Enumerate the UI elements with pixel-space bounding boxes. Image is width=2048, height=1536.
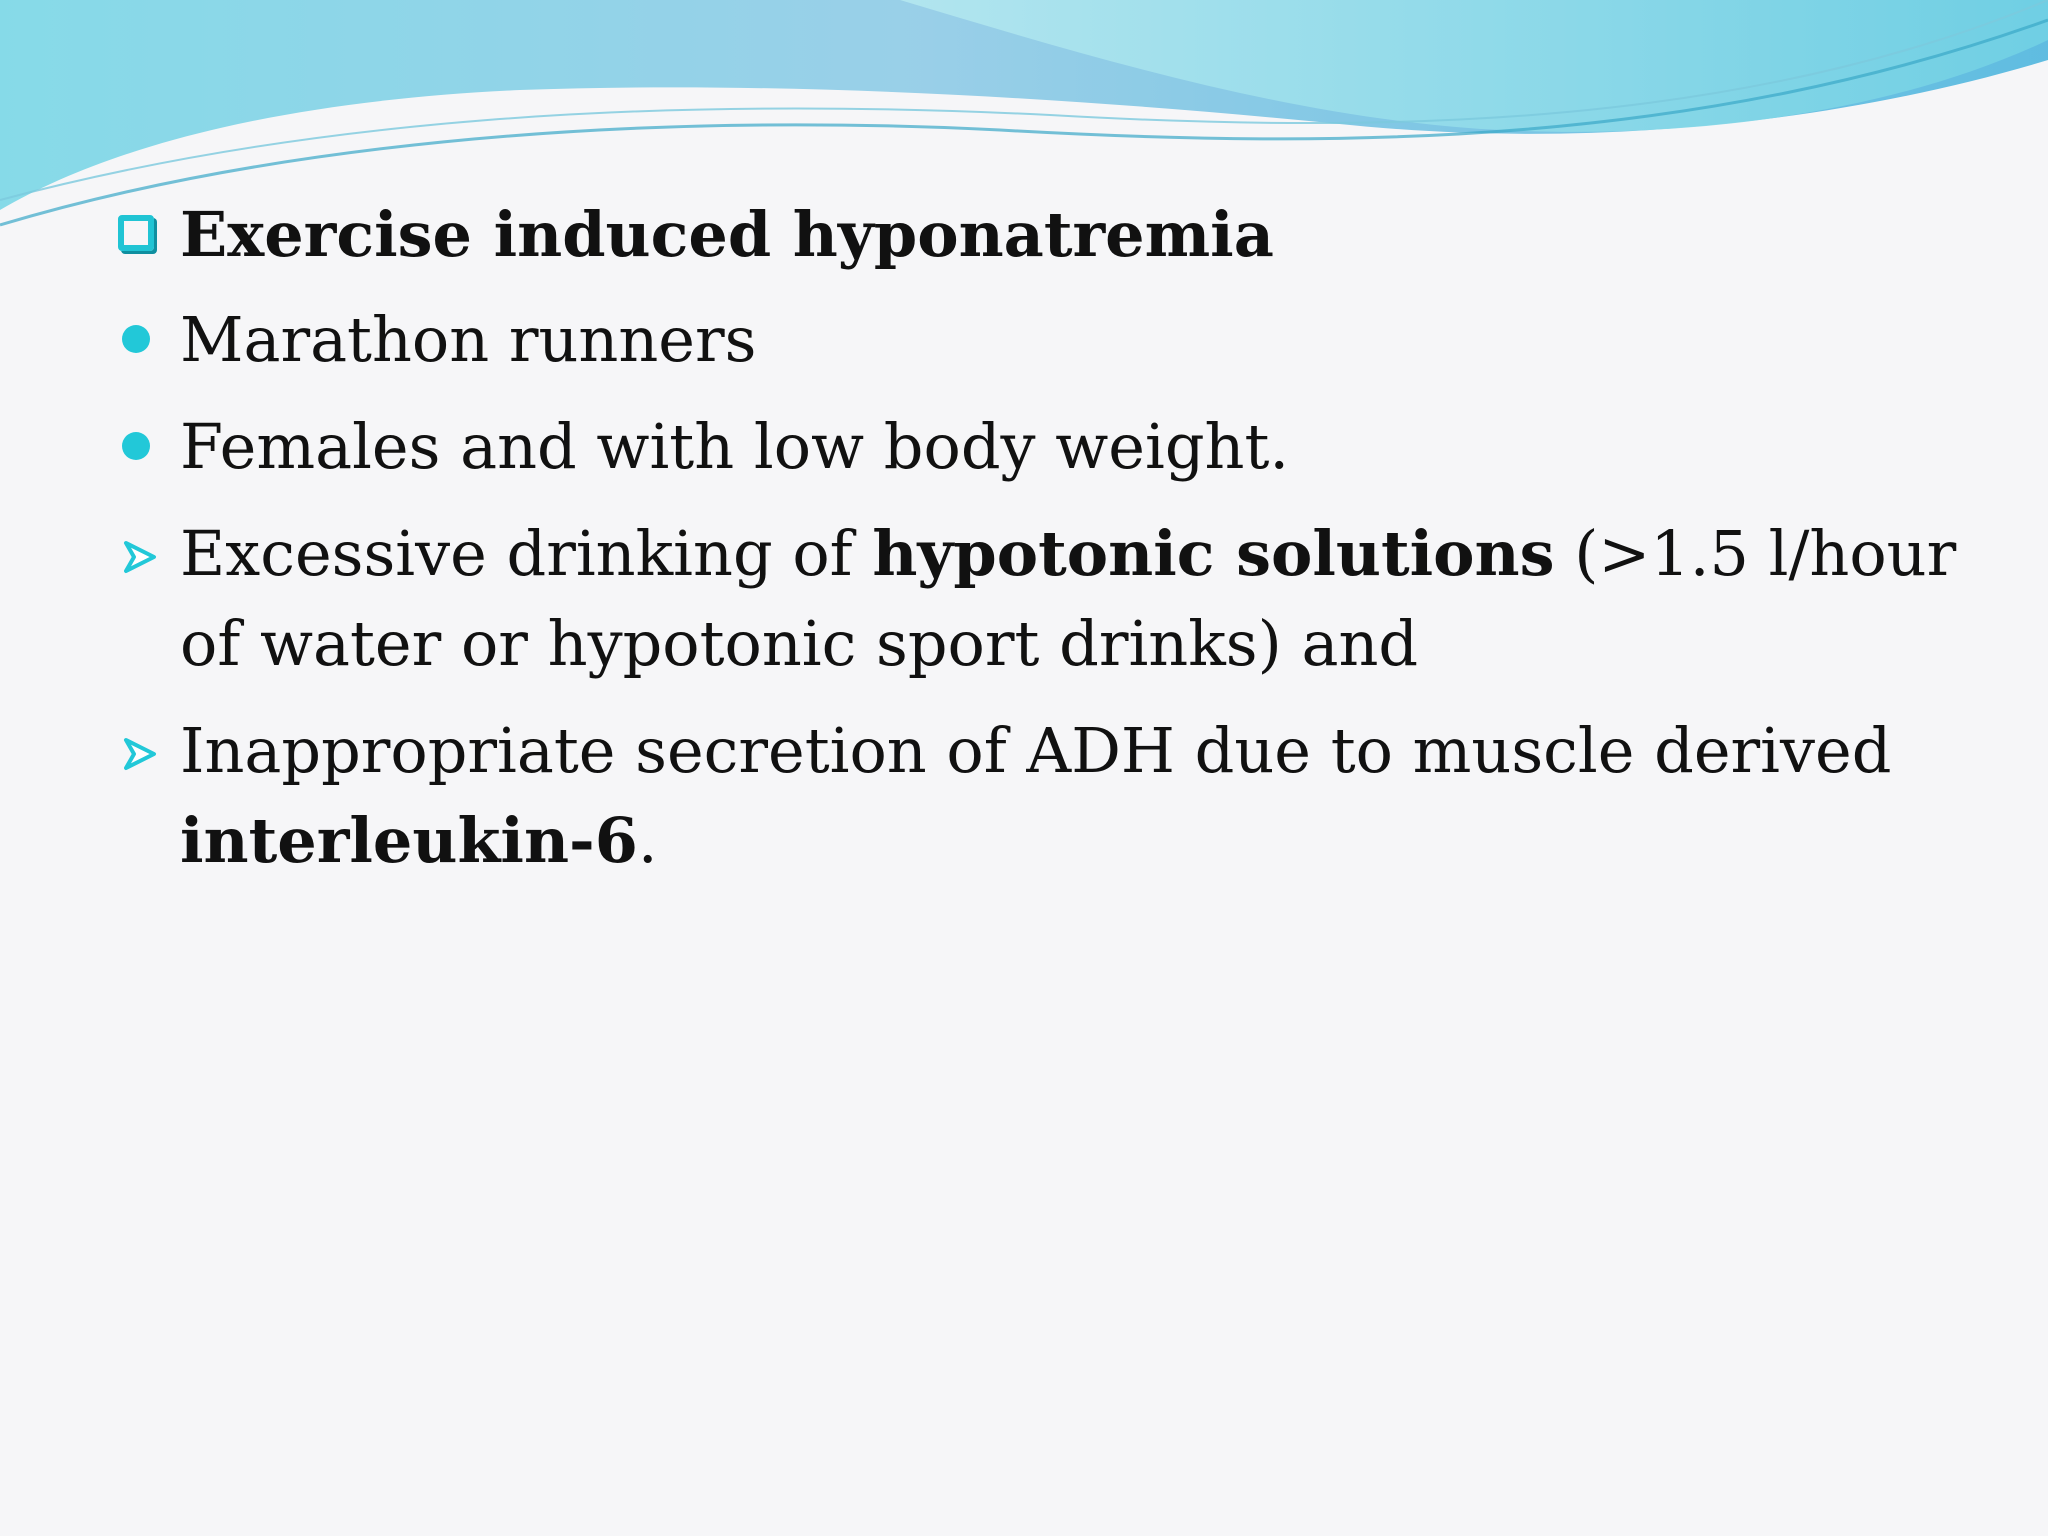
arrow-item-text-post: (>1.5 l/hour of water or hypotonic sport drinks) and xyxy=(180,517,1957,680)
filled-circle-icon xyxy=(122,325,150,353)
arrow-item-text-pre: Excessive drinking of xyxy=(180,517,873,590)
arrow-item-text-bold: hypotonic solutions xyxy=(872,517,1555,590)
arrow-item-text-post: . xyxy=(637,804,658,877)
bullet-text: Marathon runners xyxy=(180,303,757,376)
arrow-item-text-bold: interleukin-6 xyxy=(180,804,638,877)
right-arrowhead-icon xyxy=(120,537,160,577)
bullet-item xyxy=(118,402,1998,492)
arrow-item xyxy=(118,509,1998,689)
bullet-item xyxy=(118,295,1998,385)
checkbox-square-icon xyxy=(118,215,154,251)
bullet-text: Females and with low body weight. xyxy=(180,410,1290,483)
filled-circle-icon xyxy=(122,432,150,460)
heading-item xyxy=(118,190,1998,280)
arrow-item-text-pre: Inappropriate secretion of ADH due to muscle derived xyxy=(180,714,1892,787)
right-arrowhead-icon xyxy=(120,734,160,774)
slide-content xyxy=(118,190,1998,903)
arrow-item xyxy=(118,706,1998,886)
slide-heading: Exercise induced hyponatremia xyxy=(180,198,1274,271)
